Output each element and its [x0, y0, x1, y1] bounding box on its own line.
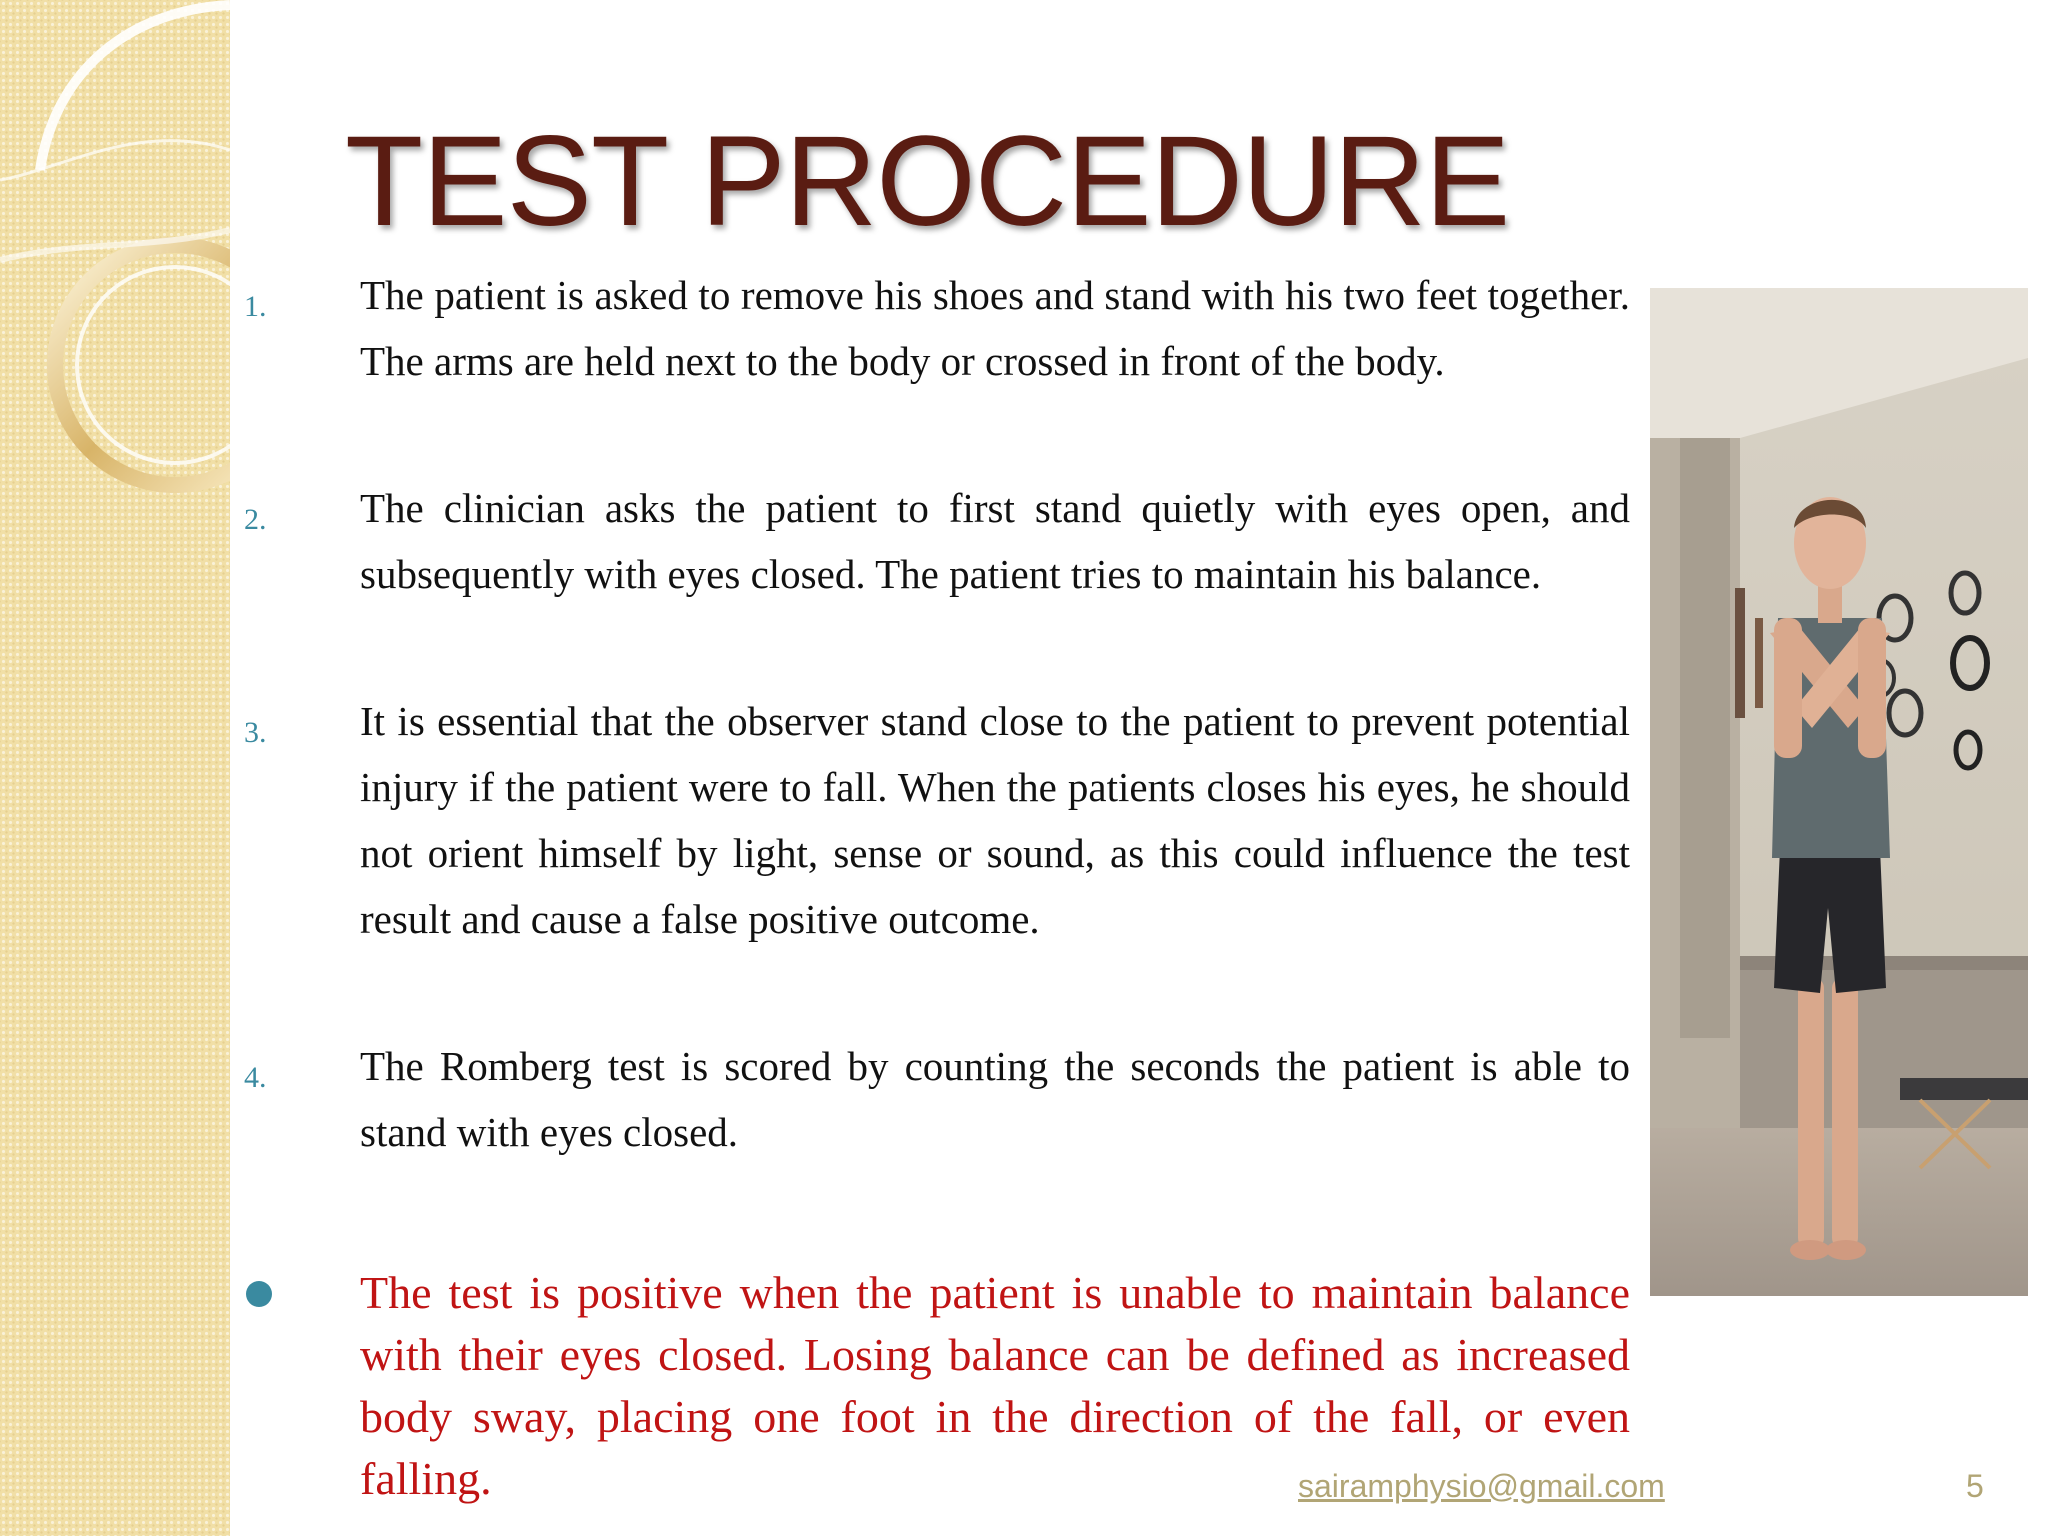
step-text: The clinician asks the patient to first stand quietly with eyes open, and subsequently with eyes closed. The patient tries to maintain his balance.: [360, 485, 1630, 597]
bullet-dot-icon: [246, 1281, 272, 1307]
page-number: 5: [1966, 1468, 1984, 1504]
slide-title: TEST PROCEDURE: [345, 110, 1510, 253]
step-number: 4.: [244, 1061, 267, 1094]
step-number: 1.: [244, 290, 267, 323]
step-text: The patient is asked to remove his shoes and stand with his two feet together. The arms are held next to the body or crossed in front of the body.: [360, 272, 1630, 384]
step-number: 2.: [244, 503, 267, 536]
decorative-side-band: [0, 0, 230, 1536]
romberg-test-photo: [1650, 288, 2028, 1296]
step-text: The Romberg test is scored by counting the seconds the patient is able to stand with eyes closed.: [360, 1043, 1630, 1155]
photo-illustration: [1650, 288, 2028, 1296]
decorative-rings: [0, 0, 230, 520]
footer-email-link[interactable]: sairamphysio@gmail.com: [1298, 1468, 1665, 1504]
step-text: It is essential that the observer stand close to the patient to prevent potential injury if the patient were to fall. When the patients closes his eyes, he should not orient himself by light, sense or sound, as this could influence the test result and cause a false positive outcome.: [360, 698, 1630, 942]
step-number: 3.: [244, 716, 267, 749]
positive-result-text: The test is positive when the patient is unable to maintain balance with their eyes closed. Losing balance can be defined as increased body sway, placing one foot in the direction of the fall, or even falling.: [360, 1267, 1630, 1504]
